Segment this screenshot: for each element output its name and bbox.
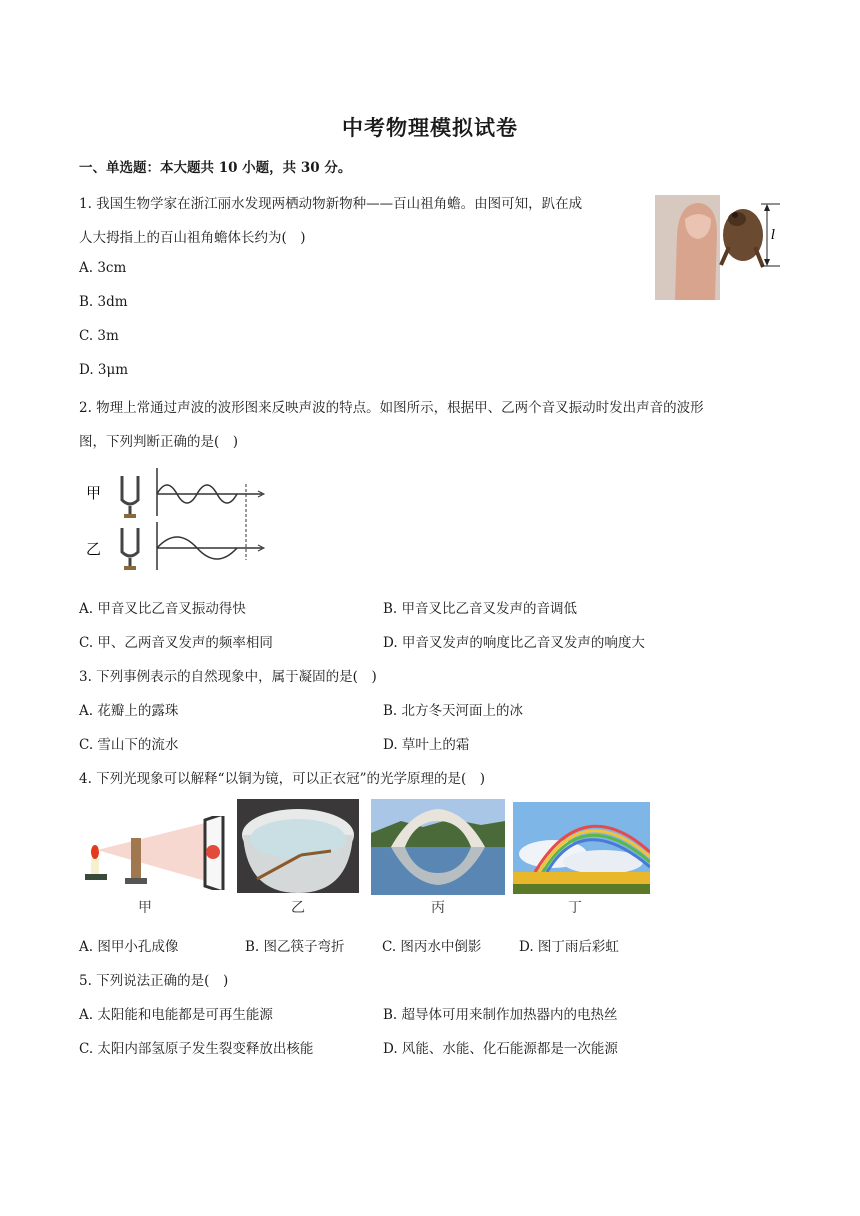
q5-option-c: C. 太阳内部氢原子发生裂变释放出核能: [79, 1041, 314, 1057]
section-heading: 一、单选题：本大题共 10 小题，共 30 分。: [79, 160, 352, 176]
chopsticks-bowl-figure: [237, 799, 359, 893]
thumb-frog-figure: [655, 195, 780, 300]
question-4-line-1: 4. 下列光现象可以解释“以铜为镜，可以正衣冠”的光学原理的是( ): [79, 771, 486, 787]
q4-option-c: C. 图丙水中倒影: [382, 939, 482, 955]
question-5-line-1: 5. 下列说法正确的是( ): [79, 973, 229, 989]
figure-caption-jia: 甲: [138, 900, 152, 916]
pinhole-imaging-figure: [79, 816, 231, 890]
figure-caption-bing: 丙: [431, 900, 445, 916]
q5-option-a: A. 太阳能和电能都是可再生能源: [79, 1007, 273, 1023]
q1-option-c: C. 3m: [79, 328, 119, 344]
q5-option-d: D. 风能、水能、化石能源都是一次能源: [383, 1041, 618, 1057]
frog-icon: [721, 209, 763, 267]
q3-option-b: B. 北方冬天河面上的冰: [383, 703, 524, 719]
tuning-fork-icon: [122, 528, 138, 568]
q1-option-a: A. 3cm: [79, 260, 127, 276]
label-jia: 甲: [86, 484, 102, 502]
q3-option-a: A. 花瓣上的露珠: [79, 703, 179, 719]
q1-option-b: B. 3dm: [79, 294, 128, 310]
figure-caption-ding: 丁: [568, 900, 582, 916]
q2-option-b: B. 甲音叉比乙音叉发声的音调低: [383, 601, 578, 617]
q2-option-a: A. 甲音叉比乙音叉振动得快: [79, 601, 246, 617]
question-1-line-1: 1. 我国生物学家在浙江丽水发现两栖动物新物种——百山祖角蟾。由图可知，趴在成: [79, 196, 583, 212]
bridge-reflection-figure: [371, 799, 505, 895]
q4-option-a: A. 图甲小孔成像: [79, 939, 179, 955]
q3-option-c: C. 雪山下的流水: [79, 737, 179, 753]
question-2-line-2: 图，下列判断正确的是( ): [79, 434, 239, 450]
page-title: 中考物理模拟试卷: [342, 115, 518, 140]
q2-option-d: D. 甲音叉发声的响度比乙音叉发声的响度大: [383, 635, 645, 651]
q5-option-b: B. 超导体可用来制作加热器内的电热丝: [383, 1007, 618, 1023]
rainbow-figure: [513, 802, 650, 894]
q4-option-b: B. 图乙筷子弯折: [245, 939, 345, 955]
question-1-line-2: 人大拇指上的百山祖角蟾体长约为( ): [79, 230, 306, 246]
question-2-line-1: 2. 物理上常通过声波的波形图来反映声波的特点。如图所示，根据甲、乙两个音叉振动时发出声音的波形: [79, 400, 704, 416]
q3-option-d: D. 草叶上的霜: [383, 737, 470, 753]
tuning-fork-waveform-figure: [82, 464, 272, 576]
figure-caption-yi: 乙: [291, 900, 305, 916]
tuning-fork-icon: [122, 476, 138, 516]
q4-option-d: D. 图丁雨后彩虹: [519, 939, 619, 955]
q2-option-c: C. 甲、乙两音叉发声的频率相同: [79, 635, 273, 651]
length-label: l: [771, 228, 776, 243]
question-3-line-1: 3. 下列事例表示的自然现象中，属于凝固的是( ): [79, 669, 377, 685]
q1-option-d: D. 3μm: [79, 362, 129, 378]
label-yi: 乙: [86, 540, 102, 558]
